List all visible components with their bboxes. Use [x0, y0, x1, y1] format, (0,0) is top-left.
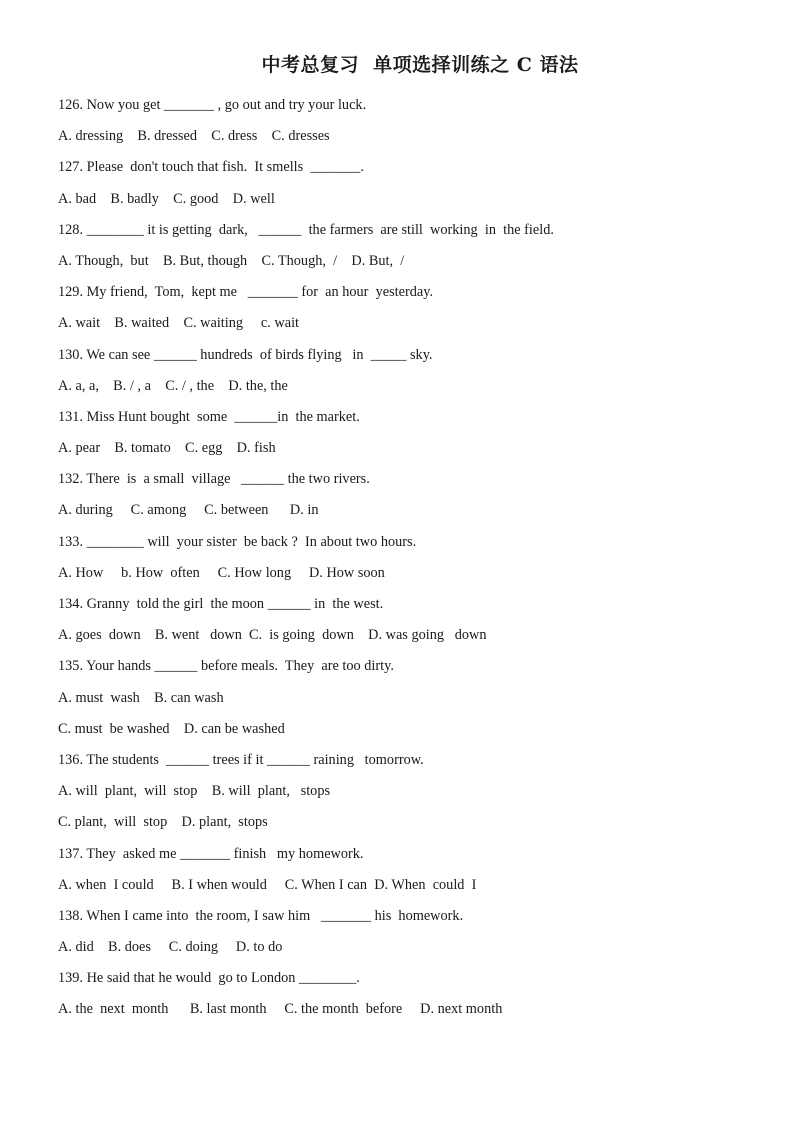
question-135-stem: 135. Your hands ______ before meals. They are too dirty.	[58, 658, 394, 675]
question-136-stem: 136. The students ______ trees if it ______ raining tomorrow.	[58, 751, 424, 768]
question-134-options: A. goes down B. went down C. is going down D. was going down	[58, 627, 487, 644]
question-127-options: A. bad B. badly C. good D. well	[58, 190, 275, 207]
question-list	[58, 94, 758, 1030]
question-138-stem: 138. When I came into the room, I saw him _______ his homework.	[58, 907, 464, 924]
question-126-stem: 126. Now you get _______ , go out and try your luck.	[58, 97, 367, 113]
question-129-options: A. wait B. waited C. waiting c. wait	[58, 315, 300, 332]
question-136-options-ab: A. will plant, will stop B. will plant, stops	[58, 783, 331, 800]
question-131-stem: 131. Miss Hunt bought some ______in the market.	[58, 408, 360, 425]
question-139-options: A. the next month B. last month C. the month before D. next month	[58, 1001, 503, 1018]
question-133-stem: 133. ________ will your sister be back ? In about two hours.	[58, 533, 417, 550]
question-131-options: A. pear B. tomato C. egg D. fish	[58, 440, 276, 457]
question-127-stem: 127. Please don't touch that fish. It smells _______.	[58, 159, 364, 176]
question-133-options: A. How b. How often C. How long D. How soon	[58, 564, 385, 581]
question-137-options: A. when I could B. I when would C. When I can D. When could I	[58, 876, 477, 893]
question-128-stem: 128. ________ it is getting dark, ______ the farmers are still working in the field.	[58, 221, 554, 238]
question-132-stem: 132. There is a small village ______ the two rivers.	[58, 471, 370, 488]
question-126-options: A. dressing B. dressed C. dress C. dresses	[58, 128, 330, 145]
question-130-stem: 130. We can see ______ hundreds of birds flying in _____ sky.	[58, 346, 433, 363]
question-135-options-cd: C. must be washed D. can be washed	[58, 720, 285, 737]
question-135-options-ab: A. must wash B. can wash	[58, 689, 224, 706]
question-136-options-cd: C. plant, will stop D. plant, stops	[58, 814, 268, 831]
page-title: 中考总复习 单项选择训练之 C 语法	[261, 54, 579, 76]
question-134-stem: 134. Granny told the girl the moon ______ in the west.	[58, 596, 384, 612]
question-128-options: A. Though, but B. But, though C. Though, / D. But, /	[58, 252, 405, 269]
question-137-stem: 137. They asked me _______ finish my homework.	[58, 845, 364, 862]
question-129-stem: 129. My friend, Tom, kept me _______ for an hour yesterday.	[58, 284, 434, 301]
question-138-options: A. did B. does C. doing D. to do	[58, 939, 283, 956]
question-139-stem: 139. He said that he would go to London ________.	[58, 970, 360, 987]
question-132-options: A. during C. among C. between D. in	[58, 502, 319, 519]
question-130-options: A. a, a, B. / , a C. / , the D. the, the	[58, 377, 288, 394]
